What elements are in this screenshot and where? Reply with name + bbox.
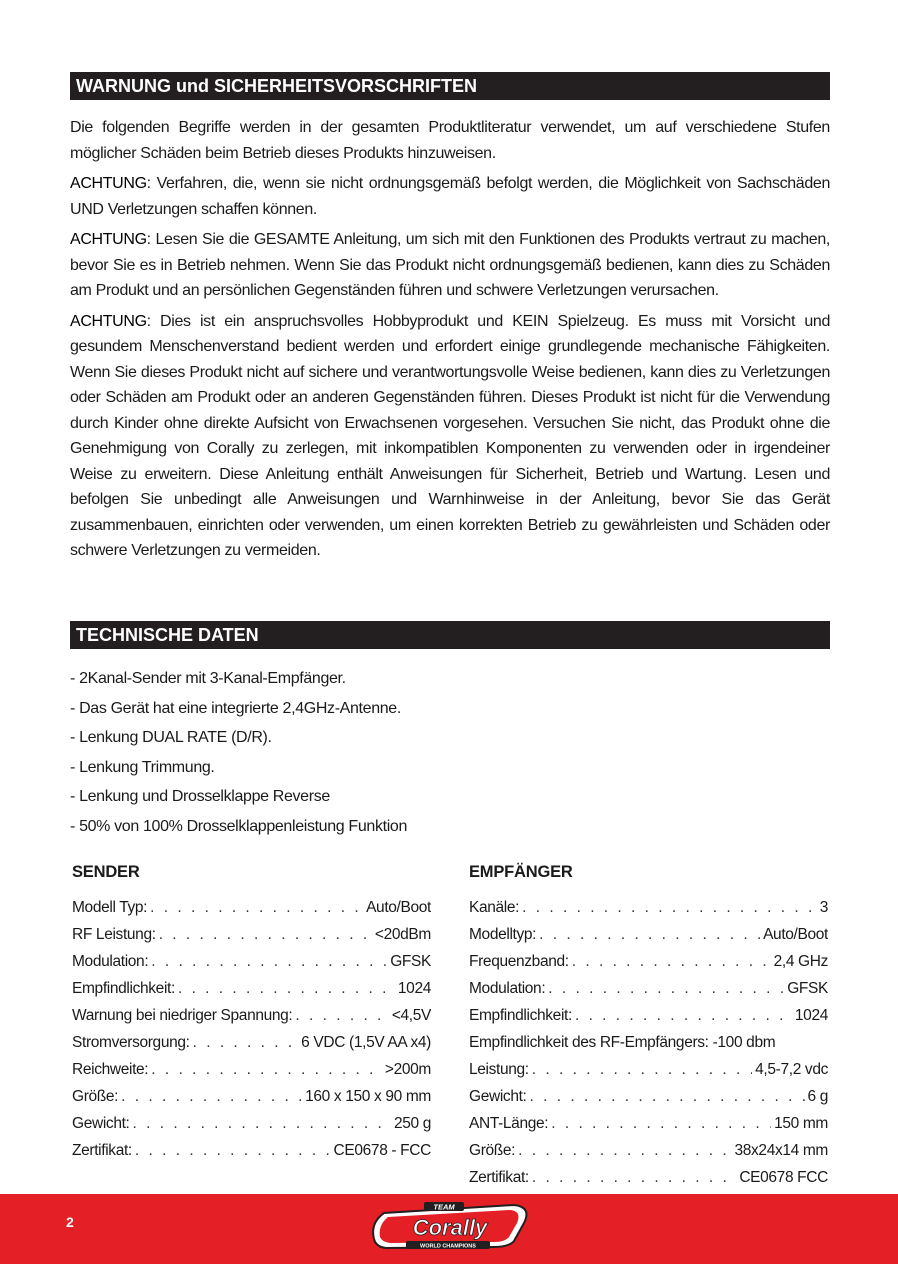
- spec-value: 38x24x14 mm: [734, 1142, 828, 1159]
- spec-row: [72, 1137, 431, 1164]
- dot-leader: [539, 921, 760, 948]
- dot-leader: [532, 1056, 752, 1083]
- receiver-spec-column: [469, 860, 828, 1191]
- feature-list: [70, 664, 830, 841]
- sender-heading: SENDER: [72, 863, 140, 881]
- spec-value: GFSK: [390, 953, 431, 970]
- tech-section-title: TECHNISCHE DATEN: [70, 621, 830, 649]
- dot-leader: [178, 975, 395, 1002]
- warning-paragraph-text: : Lesen Sie die GESAMTE Anleitung, um sich mit den Funktionen des Produkts vertraut zu machen, bevor Sie es in Betrieb nehmen. Wenn Sie das Produkt nicht ordnungsgemäß bedienen, kann dies zu Schäden am Produkt und an persönlichen Gegenständen führen und schwere Verletzungen verursachen.: [70, 231, 830, 299]
- spec-value: 1024: [794, 1007, 828, 1024]
- spec-row: [72, 1002, 431, 1029]
- spec-label: Modulation:: [469, 980, 546, 997]
- spec-value: <20dBm: [374, 926, 431, 943]
- spec-label: Warnung bei niedriger Spannung:: [72, 1007, 293, 1024]
- dot-leader: [548, 975, 784, 1002]
- warning-paragraph-text: : Verfahren, die, wenn sie nicht ordnungsgemäß befolgt werden, die Möglichkeit von Sachschäden UND Verletzungen schaffen können.: [70, 175, 830, 218]
- spec-label: Zertifikat:: [469, 1169, 529, 1186]
- dot-leader: [159, 921, 372, 948]
- spec-row: [469, 921, 828, 948]
- feature-item: - Lenkung DUAL RATE (D/R).: [70, 729, 272, 746]
- spec-value: CE0678 - FCC: [333, 1142, 431, 1159]
- spec-label: Größe:: [72, 1088, 119, 1105]
- spec-label: Modelltyp:: [469, 926, 537, 943]
- receiver-heading: EMPFÄNGER: [469, 863, 573, 881]
- feature-item: - 2Kanal-Sender mit 3-Kanal-Empfänger.: [70, 670, 346, 687]
- spec-value: 3: [819, 899, 828, 916]
- dot-leader: [530, 1083, 805, 1110]
- spec-value: 150 mm: [774, 1115, 828, 1132]
- spec-value: 160 x 150 x 90 mm: [305, 1088, 431, 1105]
- dot-leader: [551, 1110, 771, 1137]
- warning-paragraph-3: [70, 309, 830, 564]
- spec-value: 4,5-7,2 vdc: [755, 1061, 828, 1078]
- spec-value: 2,4 GHz: [773, 953, 828, 970]
- dot-leader: [135, 1137, 331, 1164]
- spec-label: Größe:: [469, 1142, 516, 1159]
- logo-tagline-text: WORLD CHAMPIONS: [420, 1243, 476, 1250]
- spec-row: [469, 1137, 828, 1164]
- spec-value: CE0678 FCC: [739, 1169, 828, 1186]
- sender-spec-column: [72, 860, 431, 1164]
- spec-label: Zertifikat:: [72, 1142, 132, 1159]
- spec-value: 250 g: [393, 1115, 431, 1132]
- spec-value: <4,5V: [391, 1007, 431, 1024]
- dot-leader: [150, 894, 363, 921]
- spec-label: Leistung:: [469, 1061, 529, 1078]
- spec-label: Empfindlichkeit des RF-Empfängers: -100 dbm: [469, 1034, 776, 1051]
- spec-row: [72, 1110, 431, 1137]
- spec-row: [72, 894, 431, 921]
- spec-row: [469, 1029, 828, 1056]
- spec-value: GFSK: [787, 980, 828, 997]
- team-corally-logo: [364, 1201, 534, 1251]
- feature-item: - Das Gerät hat eine integrierte 2,4GHz-Antenne.: [70, 699, 401, 717]
- spec-row: [469, 1002, 828, 1029]
- dot-leader: [133, 1110, 391, 1137]
- spec-value: 6 VDC (1,5V AA x4): [301, 1034, 431, 1051]
- dot-leader: [193, 1029, 299, 1056]
- spec-row: [72, 975, 431, 1002]
- spec-value: Auto/Boot: [366, 899, 431, 916]
- spec-value: Auto/Boot: [763, 926, 828, 943]
- spec-value: 1024: [397, 980, 431, 997]
- dot-leader: [575, 1002, 792, 1029]
- warning-section-title: WARNUNG und SICHERHEITSVORSCHRIFTEN: [70, 72, 830, 100]
- spec-row: [469, 1110, 828, 1137]
- warning-intro: Die folgenden Begriffe werden in der gesamten Produktliteratur verwendet, um auf verschiedene Stufen möglicher Schäden beim Betrieb dieses Produkts hinzuweisen.: [70, 119, 830, 162]
- page-number: 2: [66, 1214, 74, 1230]
- spec-value: 6 g: [807, 1088, 828, 1105]
- spec-row: [469, 1083, 828, 1110]
- dot-leader: [518, 1137, 731, 1164]
- spec-label: Kanäle:: [469, 899, 520, 916]
- feature-item: - Lenkung und Drosselklappe Reverse: [70, 788, 330, 805]
- spec-label: Stromversorgung:: [72, 1034, 190, 1051]
- feature-item: - Lenkung Trimmung.: [70, 758, 215, 776]
- spec-label: Reichweite:: [72, 1061, 149, 1078]
- spec-label: Gewicht:: [469, 1088, 527, 1105]
- spec-row: [469, 975, 828, 1002]
- warning-paragraph-2: [70, 227, 830, 304]
- spec-row: [469, 894, 828, 921]
- dot-leader: [532, 1164, 736, 1191]
- dot-leader: [151, 948, 387, 975]
- feature-item: - 50% von 100% Drosselklappenleistung Funktion: [70, 817, 407, 835]
- spec-label: Empfindlichkeit:: [469, 1007, 572, 1024]
- logo-brand-text: Corally: [412, 1215, 488, 1240]
- spec-label: Modulation:: [72, 953, 149, 970]
- dot-leader: [121, 1083, 302, 1110]
- dot-leader: [151, 1056, 382, 1083]
- spec-row: [469, 1164, 828, 1191]
- achtung-label: ACHTUNG: [70, 175, 147, 192]
- spec-row: [72, 1029, 431, 1056]
- spec-label: RF Leistung:: [72, 926, 156, 943]
- dot-leader: [522, 894, 817, 921]
- spec-label: Modell Typ:: [72, 899, 148, 916]
- spec-value: >200m: [384, 1061, 431, 1078]
- logo-team-text: TEAM: [433, 1202, 455, 1212]
- warning-paragraph-1: [70, 171, 830, 222]
- spec-label: Gewicht:: [72, 1115, 130, 1132]
- spec-row: [72, 948, 431, 975]
- spec-row: [469, 1056, 828, 1083]
- achtung-label: ACHTUNG: [70, 312, 147, 330]
- dot-leader: [295, 1002, 388, 1029]
- spec-label: Frequenzband:: [469, 953, 569, 970]
- achtung-label: ACHTUNG: [70, 231, 147, 248]
- spec-row: [72, 921, 431, 948]
- spec-row: [469, 948, 828, 975]
- warning-paragraph-text: : Dies ist ein anspruchsvolles Hobbyprodukt und KEIN Spielzeug. Es muss mit Vorsicht und gesundem Menschenverstand bedient werden und erfordert einige grundlegende mechanische Fähigkeiten. Wenn Sie dieses Produkt nicht auf sichere und verantwortungsvolle Weise bedienen, kann dies zu Verletzungen oder Schäden am Produkt oder an anderen Gegenständen führen. Dieses Produkt ist nicht für die Verwendung durch Kinder ohne direkte Aufsicht von Erwachsenen vorgesehen. Versuchen Sie nicht, das Produkt ohne die Genehmigung von Corally zu zerlegen, mit inkompatiblen Komponenten zu verwenden oder in irgendeiner Weise zu erweitern. Diese Anleitung enthält Anweisungen für Sicherheit, Betrieb und Wartung. Lesen und befolgen Sie unbedingt alle Anweisungen und Warnhinweise in der Anleitung, bevor Sie das Gerät zusammenbauen, einrichten oder verwenden, um einen korrekten Betrieb zu gewährleisten und Schäden oder schwere Verletzungen zu vermeiden.: [70, 312, 830, 559]
- spec-label: Empfindlichkeit:: [72, 980, 175, 997]
- warning-section-body: [70, 115, 830, 569]
- spec-row: [72, 1083, 431, 1110]
- spec-row: [72, 1056, 431, 1083]
- spec-label: ANT-Länge:: [469, 1115, 549, 1132]
- dot-leader: [572, 948, 771, 975]
